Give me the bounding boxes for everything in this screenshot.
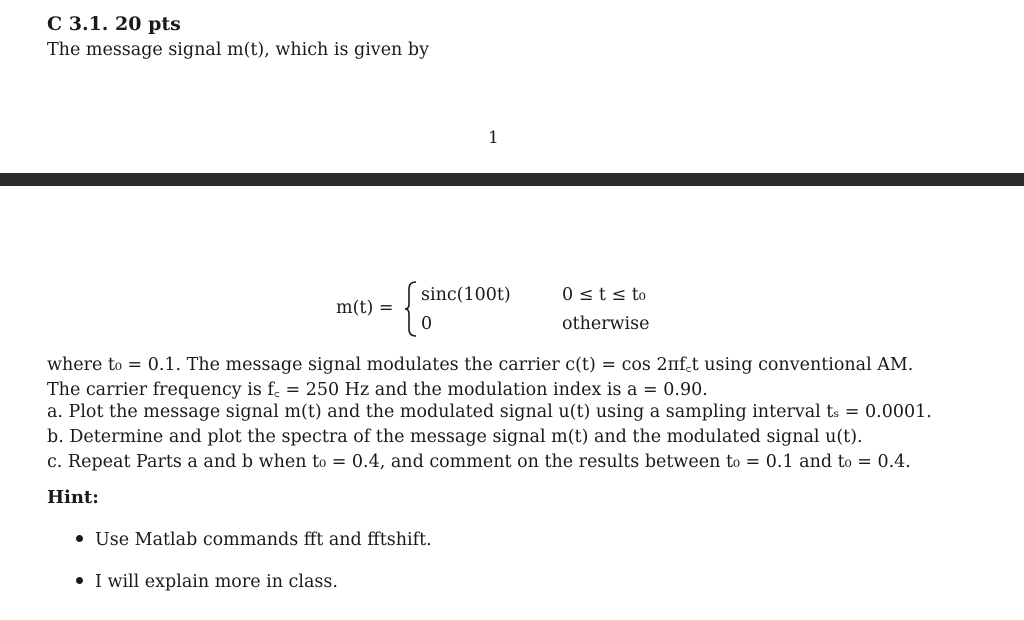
part-b-text: b. Determine and plot the spectra of the message signal m(t) and the modulated signal u(t).: [47, 427, 863, 447]
body-line-1: where t₀ = 0.1. The message signal modulates the carrier c(t) = cos 2πf꜀t using conventional AM.: [47, 355, 914, 375]
problem-heading: C 3.1. 20 pts: [47, 13, 181, 35]
bullet-icon: [76, 577, 83, 584]
bullet-icon: [76, 535, 83, 542]
left-brace-icon: [404, 280, 418, 338]
equation-case1-condition: 0 ≤ t ≤ t₀: [562, 285, 646, 305]
page-number: 1: [488, 128, 499, 148]
equation-case2-condition: otherwise: [562, 314, 650, 334]
part-c-text: c. Repeat Parts a and b when t₀ = 0.4, and comment on the results between t₀ = 0.1 and t₀ = 0.4.: [47, 452, 911, 472]
equation-case1-value: sinc(100t): [421, 285, 511, 305]
equation-lhs: m(t) =: [336, 298, 394, 318]
equation-case2-value: 0: [421, 314, 433, 334]
problem-intro: The message signal m(t), which is given by: [47, 40, 429, 60]
part-a-text: a. Plot the message signal m(t) and the modulated signal u(t) using a sampling interval tₛ = 0.0001.: [47, 402, 932, 422]
body-line-2: The carrier frequency is f꜀ = 250 Hz and the modulation index is a = 0.90.: [47, 380, 708, 400]
hint-item: [76, 572, 338, 592]
hint-item: [76, 530, 432, 550]
hint-label: Hint:: [47, 487, 99, 508]
hint-item-text: I will explain more in class.: [95, 572, 338, 592]
hint-item-text: Use Matlab commands fft and fftshift.: [95, 530, 432, 550]
page-separator: [0, 173, 1024, 186]
